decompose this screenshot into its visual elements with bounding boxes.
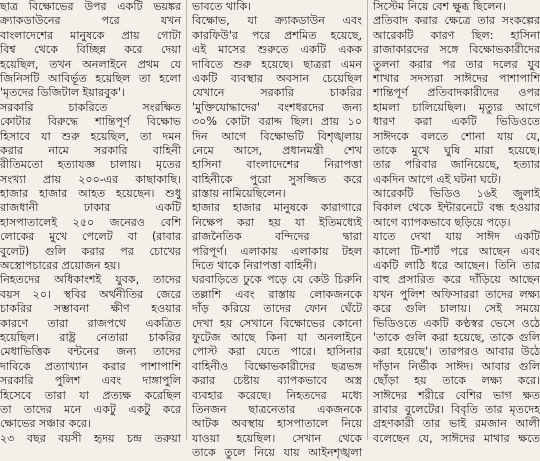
article-text-line: পোস্ট করা যেতে পারে। হাসিনার [192, 345, 362, 359]
article-text-line: তুলনা করার পর তার দলের যুব [373, 57, 540, 71]
article-text-line: কোটার বিরুদ্ধে শান্তিপূর্ণ বিক্ষোভ [0, 115, 181, 129]
article-text-line: আটক অবস্থায় হাসপাতালে নিয়ে [192, 417, 362, 431]
article-text-line: ঘরবাড়িতে ঢুকে পড়ে যে কেউ চিরুনি [192, 273, 362, 287]
article-text-line: প্রতিবাদ করার ক্ষেত্রে তার সংকল্পের [373, 14, 540, 28]
article-text-line: এই মাসের শুরুতে একটি একক [192, 43, 362, 57]
article-text-line: বলেছেন যে, সাঈদের মাথার ক্ষতে [373, 431, 540, 445]
article-text-line: আগে ব্যাপকভাবে ছড়িয়ে পড়ে। [373, 215, 511, 229]
article-text-line: যাওয়া হয়েছিল। সেখান থেকে [192, 431, 362, 445]
article-text-line: তার পরিবার জানিয়েছে, হত্যার [373, 158, 540, 172]
article-text-line: গ্রহণকারী তার ভাই রমজান আলী [373, 417, 540, 431]
article-text-line: একটি ব্যবস্থার অবসান চেয়েছিল [192, 71, 362, 85]
article-text-line: হামলা চালিয়েছিল। মৃত্যুর আগে [373, 100, 540, 114]
article-text-line: ব্যবহার করেছে। নিহতদের মধ্যে [192, 388, 362, 402]
article-text-line: সিস্টেম নিয়ে বেশ ক্ষুব্ধ ছিলেন। [373, 0, 506, 13]
article-text-line: হাজার হাজার আহত হয়েছেন। শুধু [0, 187, 181, 201]
article-text-line: নিক্ষেপ করা হয় যা ইতিমধ্যেই [192, 215, 362, 229]
article-text-line: ছোঁড়া হয় তাকে লক্ষ্য করে। [373, 374, 540, 388]
article-text-line: বিক্ষোভ, যা ক্র্যাকডাউন এবং [192, 14, 362, 28]
article-text-line: ২৩ বছর বয়সী হৃদয় চন্দ্র তরুয়া [0, 431, 181, 445]
article-text-line: সরকারি পুলিশ এবং দাঙ্গাপুলি [0, 374, 181, 388]
article-text-line: ছাত্র বিক্ষোভের উপর একটি ভয়ঙ্কর [0, 0, 181, 13]
article-text-line: বুলেট) গুলি করার পর চোখের [0, 244, 181, 258]
article-text-line: করার নামে সরকারি বাহিনী [0, 143, 181, 157]
article-text-line: ফুটেজ আছে কিনা যা অনলাইনে [192, 330, 362, 344]
article-text-line: যাতে দেখা যায় সাঈদ একটি [373, 230, 540, 244]
article-text-line: চাকরির সম্ভাবনা ক্ষীণ হওয়ার [0, 302, 181, 316]
article-text-line: করে গুলি চালায়। সেই সময়ে [373, 302, 540, 316]
article-text-line: লোকের মুখে পেলেট বা (রাবার [0, 230, 181, 244]
article-text-line: বাহু প্রসারিত করে দাঁড়িয়ে আছেন [373, 273, 540, 287]
article-text-line: হয়েছিল। রাষ্ট্র নেতারা চাকরির [0, 330, 181, 344]
article-text-line: কারণে তারা রাজপথে একত্রিত [0, 316, 181, 330]
article-text-line: করা হয়েছে'। তারপরও আবার উঠে [373, 345, 540, 359]
article-text-line: রাবার বুলেটের। বিবৃতি তার মৃতদেহ [373, 402, 540, 416]
article-text-line: একদিন আগে এই ঘটনা ঘটে। [373, 172, 502, 186]
article-text-line: দাবিকে প্রত্যাখ্যান করার পাশাপাশি [0, 359, 181, 373]
article-text-line: তা তাদের মনে একটু একটু করে [0, 402, 181, 416]
article-text-line: অস্ত্রোপচারের প্রয়োজন হয়। [0, 259, 121, 273]
article-text-line: যেখানে সরকারি চাকরির [192, 86, 362, 100]
article-text-line: দাবিতে শুরু হয়েছে। ছাত্ররা এমন [192, 57, 362, 71]
article-text-line: যখন পুলিশ অফিসাররা তাদের লক্ষ্য [373, 287, 540, 301]
article-text-line: নেমে আসে, প্রধানমন্ত্রী শেখ [192, 143, 362, 157]
article-text-line: তল্লাশি এবং রাস্তায় লোকজনকে [192, 287, 362, 301]
article-text-line: জিনিসটি আবির্ভূত হয়েছিল তা হলো [0, 71, 181, 85]
article-text-line: সাঈদের শরীরে বেশির ভাগ ক্ষত [373, 388, 540, 402]
article-text-line: পরিপূর্ণ। এলাকায় এলাকায় টহল [192, 244, 362, 258]
article-text-line: আরেকটি কারণ ছিল: হাসিনা [373, 28, 540, 42]
article-text-line: সরকারি চাকরিতে সংরক্ষিত [0, 100, 181, 114]
article-text-line: কালো টি-শার্ট পরে আছেন এবং [373, 244, 540, 258]
article-text-line: তাকে মুখে ঘুষি মারা হয়েছে। [373, 143, 540, 157]
article-text-line: রাস্তায় নামিয়েছিলেন। [192, 187, 286, 201]
article-text-line: দাঁড়ান নির্ভীক সাঈদ। আবার গুলি [373, 359, 540, 373]
article-text-line: আরেকটি ভিডিও ১৬ই জুলাই [373, 187, 540, 201]
article-text-line: তিনজন ছাত্রনেতার একজনকে [192, 402, 362, 416]
article-text-line: বিকাল থেকে ইন্টারনেটে বন্ধ হওয়ার [373, 201, 540, 215]
article-text-line: হিসেবে তারা যা প্রত্যক্ষ করেছিল [0, 388, 181, 402]
article-text-line: ক্র্যাকডাউনের পরে যখন [0, 14, 181, 28]
article-text-line: 'তাকে গুলি করা হয়েছে, তাকে গুলি [373, 330, 540, 344]
article-text-line: শাখার সদস্যরা সাঈদের পাশাপাশি [373, 71, 540, 85]
article-text-line: হয়েছিল, তখন অনলাইনে প্রথম যে [0, 57, 181, 71]
article-text-line: ৩০% কোটা বরাদ্দ ছিল। প্রায় ১০ [192, 115, 362, 129]
article-text-line: রীতিমতো হত্যাযজ্ঞ চালায়। মৃতের [0, 158, 181, 172]
article-column-3 [367, 0, 540, 445]
article-text-line: হাজার হাজার মানুষকে কারাগারে [192, 201, 362, 215]
article-text-line: রাজধানী ঢাকার একটি [0, 201, 181, 215]
article-text-line: হাসিনা বাংলাদেশের নিরাপত্তা [192, 158, 362, 172]
article-text-line: বাহিনীকে পুরো সুসজ্জিত করে [192, 172, 362, 186]
article-text-line: দিন আগে বিক্ষোভটি বিশৃঙ্খলায় [192, 129, 362, 143]
article-text-line: সংখ্যা প্রায় ২০০-এর কাছাকাছি। [0, 172, 181, 186]
article-text-line: বিশ্ব থেকে বিচ্ছিন্ন করে দেয়া [0, 43, 181, 57]
article-text-line: হাসপাতালেই ২৫০ জনেরও বেশি [0, 215, 181, 229]
article-text-line: 'মৃতদের ডিজিটাল ইয়ারবুক'। [0, 86, 125, 100]
article-text-line: সাঈদকে বলতে শোনা যায় যে, [373, 129, 540, 143]
article-text-line: ভিডিওতে একটি কণ্ঠস্বর ভেসে ওঠে [373, 316, 540, 330]
article-text-line: মেধাভিত্তিক বন্টনের জন্য তাদের [0, 345, 181, 359]
article-text-line: ক্ষোভের সঞ্চার করে। [0, 417, 91, 431]
article-text-line: বাংলাদেশের মানুষকে প্রায় গোটা [0, 28, 181, 42]
article-text-line: দেখা হয় সেখানে বিক্ষোভের কোনো [192, 316, 362, 330]
article-text-line: দিতে থাকে নিরাপত্তা বাহিনী। [192, 259, 317, 273]
article-text-line: দাঁড় করিয়ে তাদের ফোন ঘেঁটে [192, 302, 362, 316]
article-text-line: একটি লাঠি ধরে আছেন। তিনি তার [373, 259, 540, 273]
article-text-line: তাকে তুলে নিয়ে যায় আইনশৃঙ্খলা [192, 446, 362, 460]
article-text-line: রাজাকারদের সঙ্গে বিক্ষোভকারীদের [373, 43, 540, 57]
article-text-line: রাজনৈতিক বন্দিদের দ্বারা [192, 230, 362, 244]
article-column-2 [186, 0, 367, 460]
article-text-line: নিহতদের অধিকাংশই যুবক, তাদের [0, 273, 181, 287]
article-text-line: কারফিউ'র পরে প্রশমিত হয়েছে, [192, 28, 362, 42]
article-text-line: ধারণ করা একটি ভিডিওতে [373, 115, 540, 129]
article-text-line: শান্তিপূর্ণ প্রতিবাদকারীদের ওপর [373, 86, 540, 100]
article-text-line: বয়স ২০। স্থবির অর্থনীতির জেরে [0, 287, 181, 301]
article-text-line: করার চেষ্টায় ব্যাপকভাবে অস্ত্র [192, 374, 362, 388]
article-text-line: ভাবতে থাকি। [192, 0, 252, 13]
article-text-line: 'মুক্তিযোদ্ধাদের' বংশধরদের জন্য [192, 100, 362, 114]
article-text-line: বাহিনীও বিক্ষোভকারীদের ছত্রভঙ্গ [192, 359, 362, 373]
article-column-1 [0, 0, 186, 445]
article-text-line: হিসাবে যা শুরু হয়েছিল, তা দমন [0, 129, 181, 143]
